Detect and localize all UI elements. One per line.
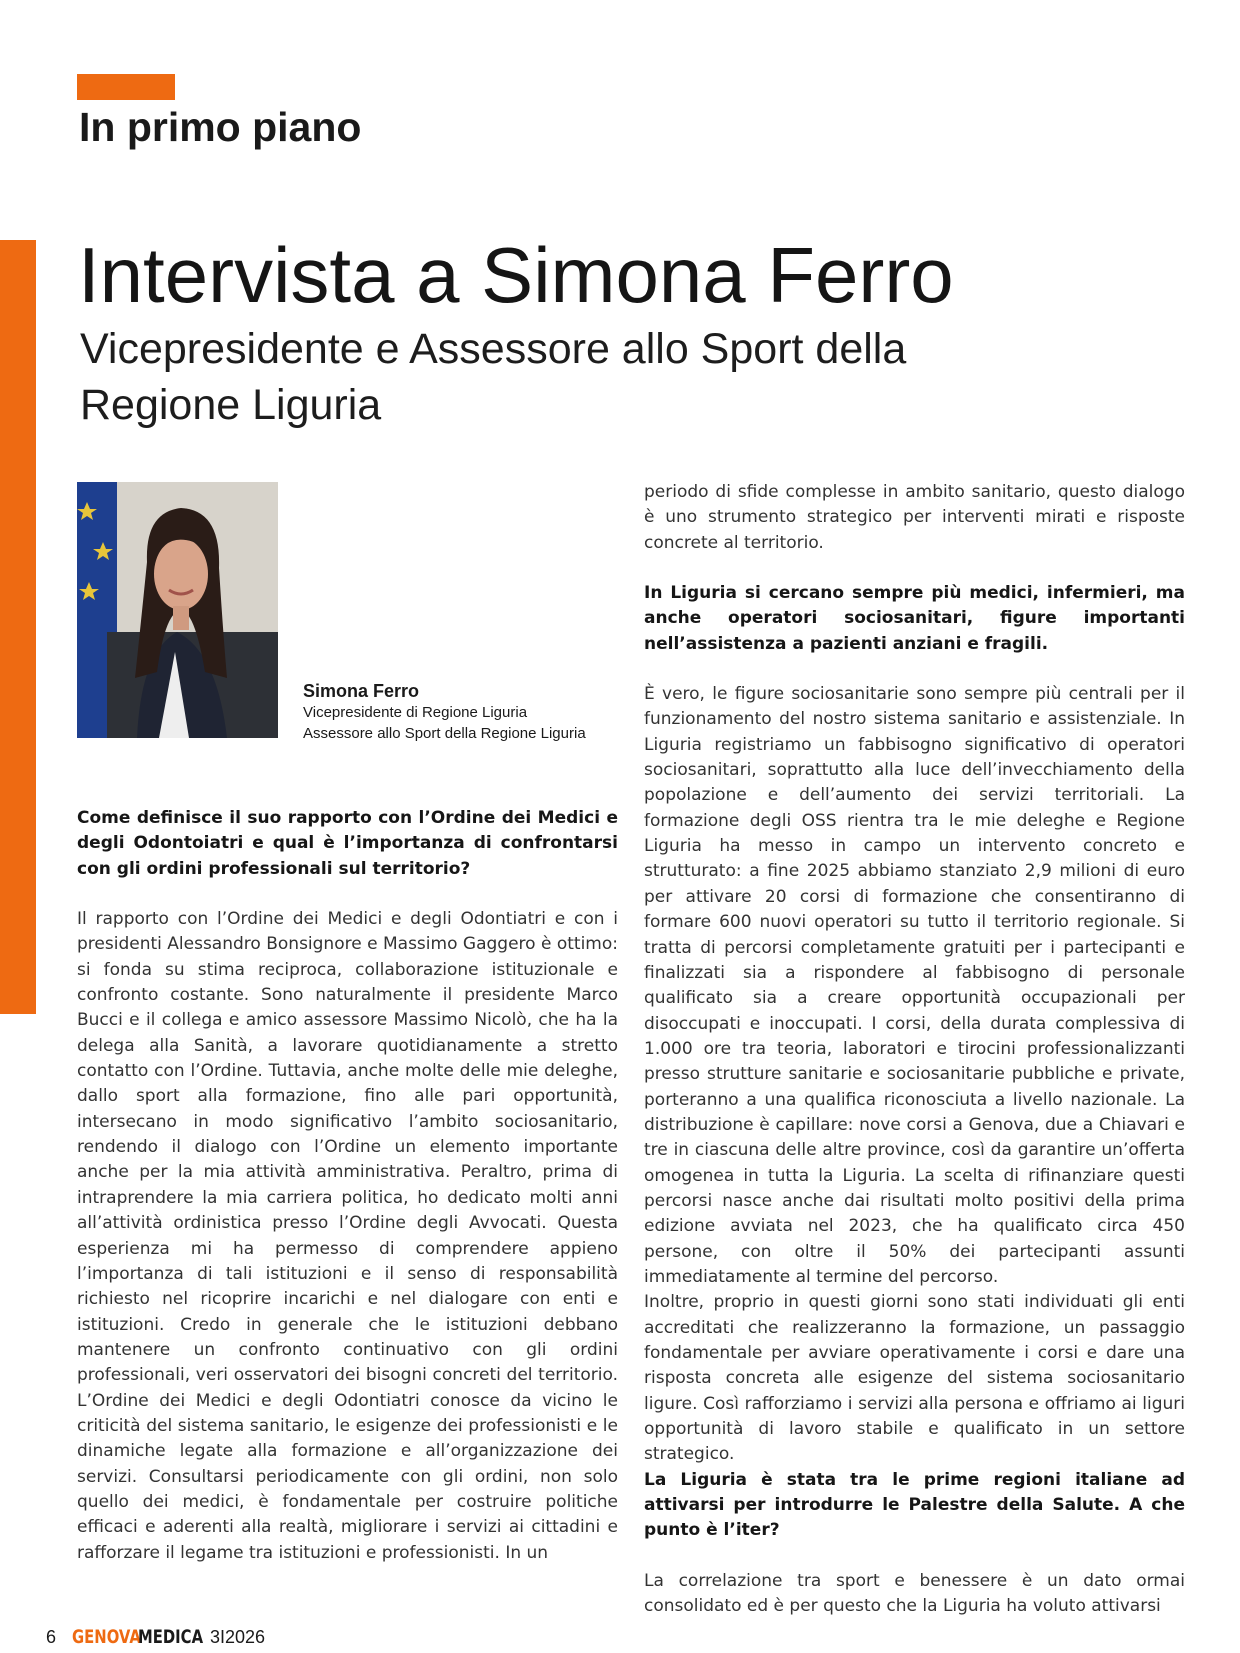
article-subtitle: Vicepresidente e Assessore allo Sport della Regione Liguria (80, 325, 907, 429)
answer-1-continued: periodo di sfide complesse in ambito sanitario, questo dialogo è uno strumento strategico per interventi mirati e risposte concrete al territorio. (644, 482, 1185, 553)
question-2: In Liguria si cercano sempre più medici, infermieri, ma anche operatori sociosanitari, figure importanti nell’assistenza a pazienti anziani e fragili. (644, 583, 1185, 654)
answer-2-continued: Inoltre, proprio in questi giorni sono stati individuati gli enti accreditati che realizzeranno la formazione, un passaggio fondamentale per avviare operativamente i corsi e dare una risposta concreta alle esigenze del sistema sociosanitario ligure. Così rafforziamo i servizi alla persona e offriamo ai liguri opportunità di lavoro stabile e qualificato in un settore strategico. (644, 1292, 1185, 1465)
section-accent-bar (77, 74, 175, 100)
caption-role-1: Vicepresidente di Regione Liguria (303, 704, 528, 721)
caption-name: Simona Ferro (303, 681, 420, 701)
article-column-left (77, 806, 618, 1566)
photo-caption (303, 680, 633, 744)
side-accent-bar (0, 240, 36, 1014)
article-column-right (644, 480, 1185, 1617)
question-1: Come definisce il suo rapporto con l’Ordine dei Medici e degli Odontoiatri e qual è l’importanza di confrontarsi con gli ordini professionali sul territorio? (77, 808, 618, 879)
section-label: In primo piano (79, 104, 362, 150)
page-footer (46, 1626, 265, 1650)
brand-genova: GENOVA (72, 1626, 141, 1648)
issue-number: 3I2026 (210, 1627, 266, 1647)
answer-1: Il rapporto con l’Ordine dei Medici e degli Odontiatri e con i presidenti Alessandro Bonsignore e Massimo Gaggero è ottimo: si fonda su stima reciproca, collaborazione istituzionale e confronto costante. Sono naturalmente il presidente Marco Bucci e il collega e amico assessore Massimo Nicolò, che ha la delega alla Sanità, a lavorare quotidianamente a stretto contatto con l’Ordine. Tuttavia, anche molte delle mie deleghe, dallo sport alla formazione, fino alle pari opportunità, intersecano in modo significativo l’ambito sociosanitario, rendendo il dialogo con l’Ordine un elemento importante anche per la mia attività amministrativa. Peraltro, prima di intraprendere la mia carriera politica, ho dedicato molti anni all’attività ordinistica presso l’Ordine degli Avvocati. Questa esperienza mi ha permesso di comprendere appieno l’importanza di tali istituzioni e il senso di responsabilità richiesto nel ricoprire incarichi e nel dialogare con enti e istituzioni. Credo in generale che le istituzioni debbano mantenere un confronto continuativo con gli ordini professionali, veri osservatori dei bisogni concreti del territorio. L’Ordine dei Medici e degli Odontiatri conosce da vicino le criticità del sistema sanitario, le esigenze dei professionisti e le dinamiche legate alla formazione e all’organizzazione dei servizi. Consultarsi periodicamente con gli ordini, non solo quello dei medici, è fondamentale per costruire politiche efficaci e aderenti alla realtà, migliorare i servizi ai cittadini e rafforzare il legame tra istituzioni e professionisti. In un (77, 909, 618, 1563)
brand-medica: MEDICA (138, 1626, 204, 1648)
answer-3: La correlazione tra sport e benessere è un dato ormai consolidato ed è per questo che la Liguria ha voluto attivarsi (644, 1570, 1185, 1617)
question-3: La Liguria è stata tra le prime regioni italiane ad attivarsi per introdurre le Palestre della Salute. A che punto è l’iter? (644, 1469, 1185, 1541)
portrait-photo (77, 482, 278, 738)
article-title: Intervista a Simona Ferro (78, 231, 954, 319)
answer-2: È vero, le figure sociosanitarie sono sempre più centrali per il funzionamento del nostro sistema sanitario e assistenziale. In Liguria registriamo un fabbisogno significativo di operatori sociosanitari, soprattutto alla luce dell’invecchiamento della popolazione e dell’aumento dei servizi territoriali. La formazione degli OSS rientra tra le mie deleghe e Regione Liguria ha messo in campo un intervento concreto e strutturato: a fine 2025 abbiamo stanziato 2,9 milioni di euro per attivare 20 corsi di formazione che consentiranno di formare 600 nuovi operatori su tutto il territorio regionale. Si tratta di percorsi completamente gratuiti per i partecipanti e finalizzati sia a rispondere al fabbisogno di personale qualificato sia a creare opportunità occupazionali per disoccupati e inoccupati. I corsi, della durata complessiva di 1.000 ore tra teoria, laboratori e tirocini professionalizzanti presso strutture sanitarie e sociosanitarie pubbliche e private, porteranno a una qualifica riconosciuta a livello nazionale. La distribuzione è capillare: nove corsi a Genova, due a Chiavari e tre in ciascuna delle altre province, così da garantire un’offerta omogenea in tutta la Liguria. La scelta di rifinanziare questi percorsi nasce anche dai risultati molto positivi della prima edizione avviata nel 2023, che ha qualificato circa 450 persone, con oltre il 50% dei partecipanti assunti immediatamente al termine del percorso. (644, 684, 1185, 1287)
caption-role-2: Assessore allo Sport della Regione Liguria (303, 725, 586, 742)
portrait-illustration (77, 482, 278, 738)
page-number: 6 (46, 1627, 57, 1647)
